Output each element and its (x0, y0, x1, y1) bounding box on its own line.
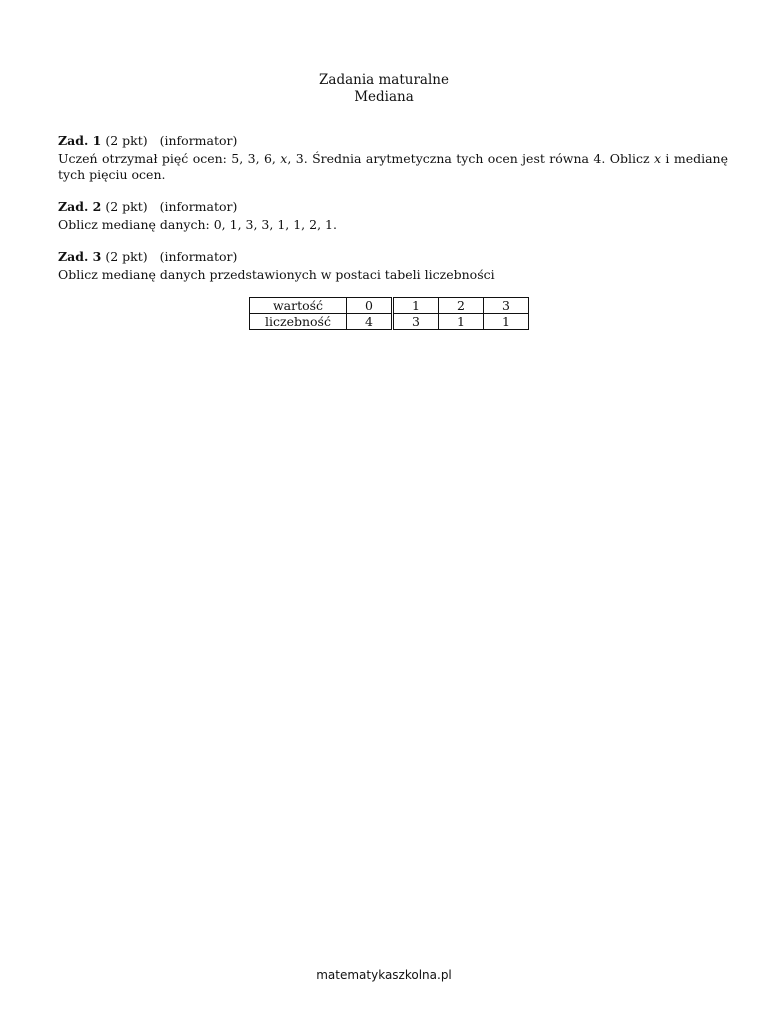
task-3-body: Oblicz medianę danych przedstawionych w postaci tabeli liczebności (58, 267, 495, 282)
task-1-text-part1: Uczeń otrzymał pięć ocen: 5, 3, 6, (58, 151, 281, 166)
task-1-variable-2: x (653, 151, 662, 166)
table-cell: 4 (347, 314, 393, 330)
table-row-values (250, 298, 529, 314)
task-1-text-part2: , 3. Średnia arytmetyczna tych ocen jest równa 4. Oblicz (287, 151, 654, 166)
table-row-counts (250, 314, 529, 330)
table-row-label: wartość (250, 298, 347, 314)
task-3 (58, 249, 728, 330)
task-2-points: (2 pkt) (105, 199, 148, 214)
page-title: Zadania maturalne (319, 72, 449, 88)
footer-site-name: matematykaszkolna.pl (316, 968, 452, 982)
task-3-source: (informator) (159, 249, 238, 264)
task-1-header (58, 133, 728, 149)
table-cell: 0 (347, 298, 393, 314)
table-cell: 3 (484, 298, 529, 314)
table-cell: 1 (484, 314, 529, 330)
table-cell: 2 (439, 298, 484, 314)
page-subtitle: Mediana (354, 89, 414, 105)
task-1-source: (informator) (159, 133, 238, 148)
task-3-label: Zad. 3 (58, 249, 102, 264)
task-3-points: (2 pkt) (105, 249, 148, 264)
task-1 (58, 133, 728, 183)
task-3-header (58, 249, 728, 265)
table-cell: 1 (393, 298, 439, 314)
task-1-points: (2 pkt) (105, 133, 148, 148)
task-1-variable: x (280, 151, 288, 166)
page-header (0, 72, 768, 106)
table-cell: 1 (439, 314, 484, 330)
task-2-label: Zad. 2 (58, 199, 102, 214)
task-list (58, 133, 728, 346)
table-row-label: liczebność (250, 314, 347, 330)
task-1-body (58, 151, 728, 183)
task-1-label: Zad. 1 (58, 133, 102, 148)
task-2-body: Oblicz medianę danych: 0, 1, 3, 3, 1, 1, 2, 1. (58, 217, 337, 232)
frequency-table (249, 297, 529, 330)
task-2 (58, 199, 728, 233)
table-cell: 3 (393, 314, 439, 330)
task-2-source: (informator) (159, 199, 238, 214)
task-1-text-part3: i medianę tych pięciu ocen. (58, 151, 728, 182)
task-2-header (58, 199, 728, 215)
